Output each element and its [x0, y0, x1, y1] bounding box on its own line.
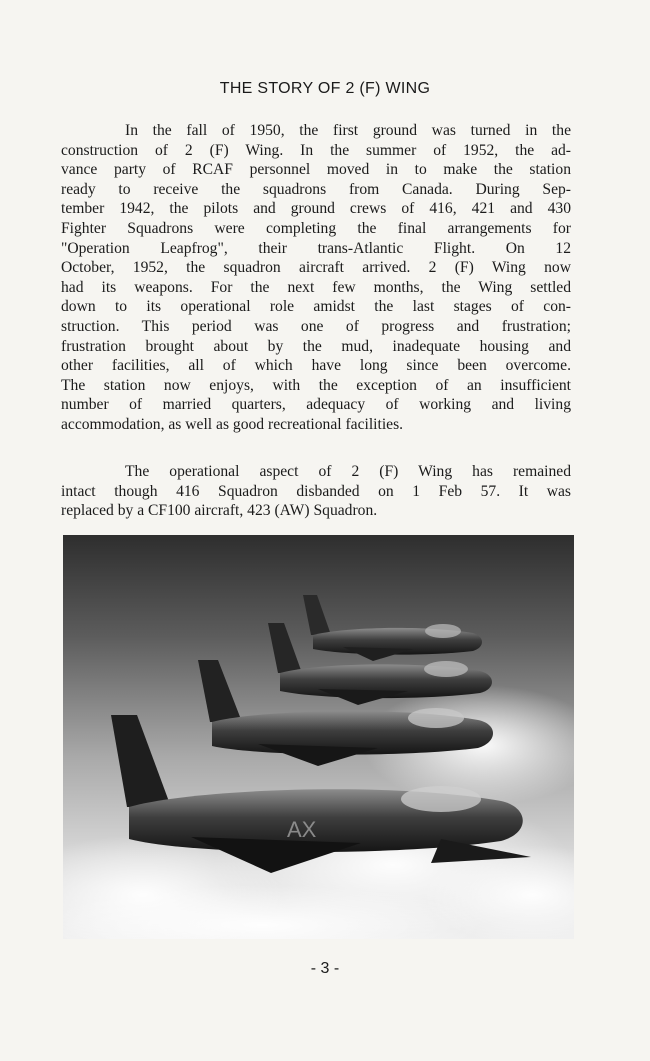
paragraph-1 — [61, 121, 571, 435]
text-line: struction. This period was one of progress and frustration; — [61, 317, 571, 335]
text-line: frustration brought about by the mud, inadequate housing and — [61, 337, 571, 355]
text-line: number of married quarters, adequacy of working and living — [61, 396, 571, 414]
text-line: other facilities, all of which have long since been overcome. — [61, 357, 571, 375]
text-line: accommodation, as well as good recreational facilities. — [61, 415, 404, 433]
text-line: The station now enjoys, with the exception of an insufficient — [61, 376, 571, 394]
text-line: down to its operational role amidst the last stages of con- — [61, 298, 571, 316]
text-line: intact though 416 Squadron disbanded on 1 Feb 57. It was — [61, 482, 571, 500]
page-title: THE STORY OF 2 (F) WING — [219, 80, 431, 97]
text-line: vance party of RCAF personnel moved in to make the station — [61, 161, 571, 179]
text-line: ready to receive the squadrons from Canada. During Sep- — [61, 180, 571, 198]
text-line: "Operation Leapfrog", their trans-Atlantic Flight. On 12 — [61, 239, 571, 257]
text-line: The operational aspect of 2 (F) Wing has remained — [125, 463, 571, 480]
aircraft-marking: AX — [287, 817, 317, 842]
page-number: - 3 - — [310, 960, 340, 977]
text-line: replaced by a CF100 aircraft, 423 (AW) Squadron. — [61, 502, 378, 520]
text-line: In the fall of 1950, the first ground was turned in the — [125, 122, 571, 139]
text-line: October, 1952, the squadron aircraft arrived. 2 (F) Wing now — [61, 259, 571, 277]
text-line: had its weapons. For the next few months, the Wing settled — [61, 278, 571, 296]
paragraph-2 — [61, 462, 571, 521]
text-line: tember 1942, the pilots and ground crews of 416, 421 and 430 — [61, 200, 571, 218]
jet-formation-photo — [63, 535, 574, 939]
text-line: Fighter Squadrons were completing the final arrangements for — [61, 219, 571, 237]
text-line: construction of 2 (F) Wing. In the summer of 1952, the ad- — [61, 141, 571, 159]
